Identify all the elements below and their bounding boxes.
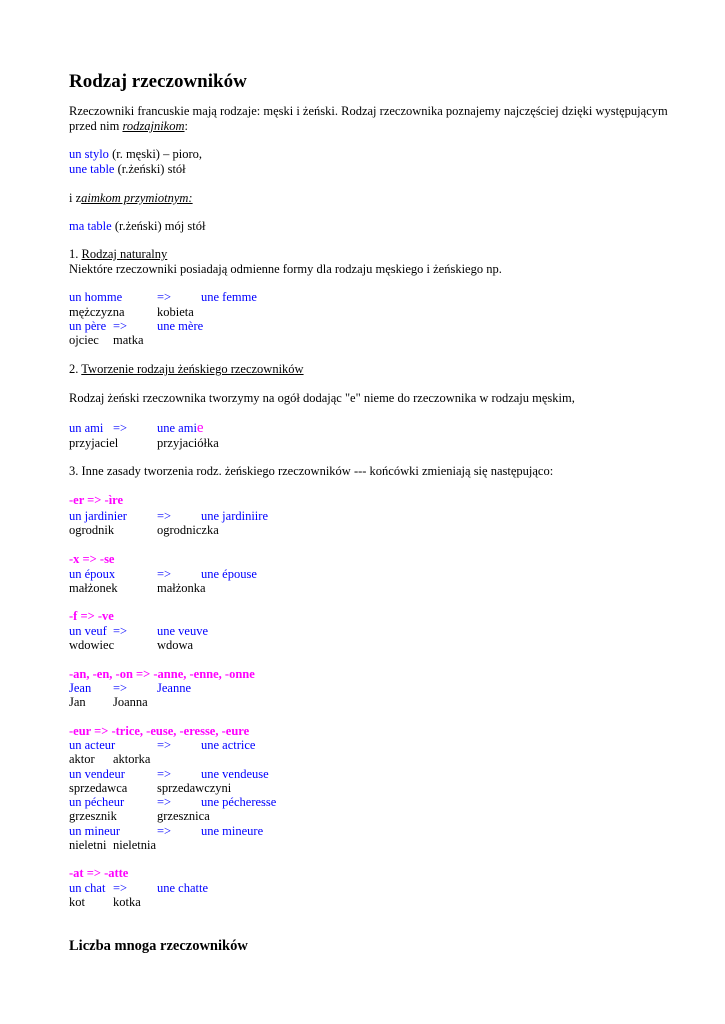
feminine-word: une chatte [157, 881, 209, 895]
section-title: Rodzaj naturalny [81, 247, 168, 261]
section-1-description: Niektóre rzeczowniki posiadają odmienne formy dla rodzaju męskiego i żeńskiego np. [69, 262, 502, 276]
french-word: une table [69, 162, 115, 176]
masculine-word: un veuf [69, 624, 107, 638]
masculine-translation: kot [69, 895, 85, 909]
masculine-word: un vendeur [69, 767, 125, 781]
feminine-word: une veuve [157, 624, 209, 638]
arrow: => [113, 881, 128, 895]
polish-translation: (r. męski) – pioro, [108, 147, 202, 161]
masculine-translation: przyjaciel [69, 436, 119, 450]
feminine-translation: nieletnia [113, 838, 157, 852]
masculine-translation: grzesznik [69, 809, 117, 823]
arrow: => [113, 624, 128, 638]
feminine-word: une mineure [201, 824, 264, 838]
arrow: => [157, 795, 172, 809]
masculine-word: un homme [69, 290, 123, 304]
arrow: => [157, 824, 172, 838]
french-word: ma table [69, 219, 112, 233]
feminine-translation: małżonka [157, 581, 206, 595]
section-2-heading [69, 362, 304, 377]
masculine-translation: ogrodnik [69, 523, 115, 537]
ending-rule: -eur => -trice, -euse, -eresse, -eure [69, 724, 250, 738]
intro-line-1: Rzeczowniki francuskie mają rodzaje: męski i żeński. Rodzaj rzeczownika poznajemy najczęściej dzięki występującym [69, 104, 668, 118]
masculine-word: Jean [69, 681, 92, 695]
arrow: => [157, 738, 172, 752]
section-1-heading [69, 247, 167, 262]
arrow: => [113, 681, 128, 695]
section-heading-plural: Liczba mnoga rzeczowników [69, 938, 248, 954]
french-word: un stylo [69, 147, 109, 161]
masculine-word: un ami [69, 421, 104, 435]
feminine-word: une pécheresse [201, 795, 277, 809]
arrow: => [157, 567, 172, 581]
intro-line-2 [69, 119, 188, 134]
feminine-translation: kotka [113, 895, 141, 909]
masculine-word: un pécheur [69, 795, 125, 809]
rodzajnikom-term: rodzajnikom [122, 119, 185, 133]
masculine-translation: wdowiec [69, 638, 115, 652]
ending-rule: -at => -atte [69, 866, 129, 880]
feminine-translation: Joanna [113, 695, 148, 709]
polish-translation: (r.żeński) stół [114, 162, 186, 176]
section-2-description: Rodzaj żeński rzeczownika tworzymy na ogół dodając "e" nieme do rzeczownika w rodzaju męskim, [69, 391, 575, 405]
feminine-translation: matka [113, 333, 144, 347]
masculine-word: un époux [69, 567, 116, 581]
intro-colon: : [184, 119, 188, 133]
feminine-translation: kobieta [157, 305, 194, 319]
section-3-description: 3. Inne zasady tworzenia rodz. żeńskiego rzeczowników --- końcówki zmieniają się następująco: [69, 464, 554, 478]
feminine-translation: wdowa [157, 638, 194, 652]
masculine-word: un mineur [69, 824, 121, 838]
page-title: Rodzaj rzeczowników [69, 71, 247, 92]
arrow: => [157, 509, 172, 523]
article-example [69, 147, 202, 162]
ending-rule: -er => -ìre [69, 493, 124, 507]
masculine-translation: nieletni [69, 838, 107, 852]
masculine-word: un père [69, 319, 107, 333]
arrow: => [157, 767, 172, 781]
masculine-word: un jardinier [69, 509, 127, 523]
article-example [69, 162, 186, 177]
ending-rule: -an, -en, -on => -anne, -enne, -onne [69, 667, 255, 681]
possessive-term: aimkom przymiotnym: [81, 191, 193, 205]
possessive-text: i z [69, 191, 82, 205]
possessive-intro [69, 191, 193, 206]
feminine-word: une mère [157, 319, 204, 333]
feminine-stem: une ami [157, 421, 197, 435]
feminine-word: une jardiniire [201, 509, 268, 523]
feminine-translation: grzesznica [157, 809, 210, 823]
arrow: => [113, 319, 128, 333]
feminine-translation: sprzedawczyni [157, 781, 232, 795]
possessive-example [69, 219, 205, 234]
feminine-word [157, 421, 204, 436]
ending-rule: -x => -se [69, 552, 115, 566]
feminine-word: Jeanne [157, 681, 192, 695]
ending-rule: -f => -ve [69, 609, 114, 623]
masculine-translation: małżonek [69, 581, 118, 595]
section-title: Tworzenie rodzaju żeńskiego rzeczowników [81, 362, 304, 376]
masculine-translation: ojciec [69, 333, 99, 347]
masculine-translation: mężczyzna [69, 305, 125, 319]
polish-translation: (r.żeński) mój stół [111, 219, 206, 233]
intro-text: przed nim [69, 119, 123, 133]
arrow: => [157, 290, 172, 304]
feminine-word: une actrice [201, 738, 256, 752]
masculine-word: un acteur [69, 738, 116, 752]
section-number: 1. [69, 247, 82, 261]
feminine-translation: przyjaciółka [157, 436, 219, 450]
feminine-word: une épouse [201, 567, 257, 581]
masculine-translation: aktor [69, 752, 95, 766]
section-number: 2. [69, 362, 82, 376]
feminine-translation: ogrodniczka [157, 523, 219, 537]
feminine-ending: e [196, 420, 204, 436]
feminine-word: une vendeuse [201, 767, 269, 781]
arrow: => [113, 421, 128, 435]
feminine-translation: aktorka [113, 752, 151, 766]
masculine-translation: sprzedawca [69, 781, 128, 795]
masculine-word: un chat [69, 881, 106, 895]
masculine-translation: Jan [69, 695, 86, 709]
feminine-word: une femme [201, 290, 257, 304]
